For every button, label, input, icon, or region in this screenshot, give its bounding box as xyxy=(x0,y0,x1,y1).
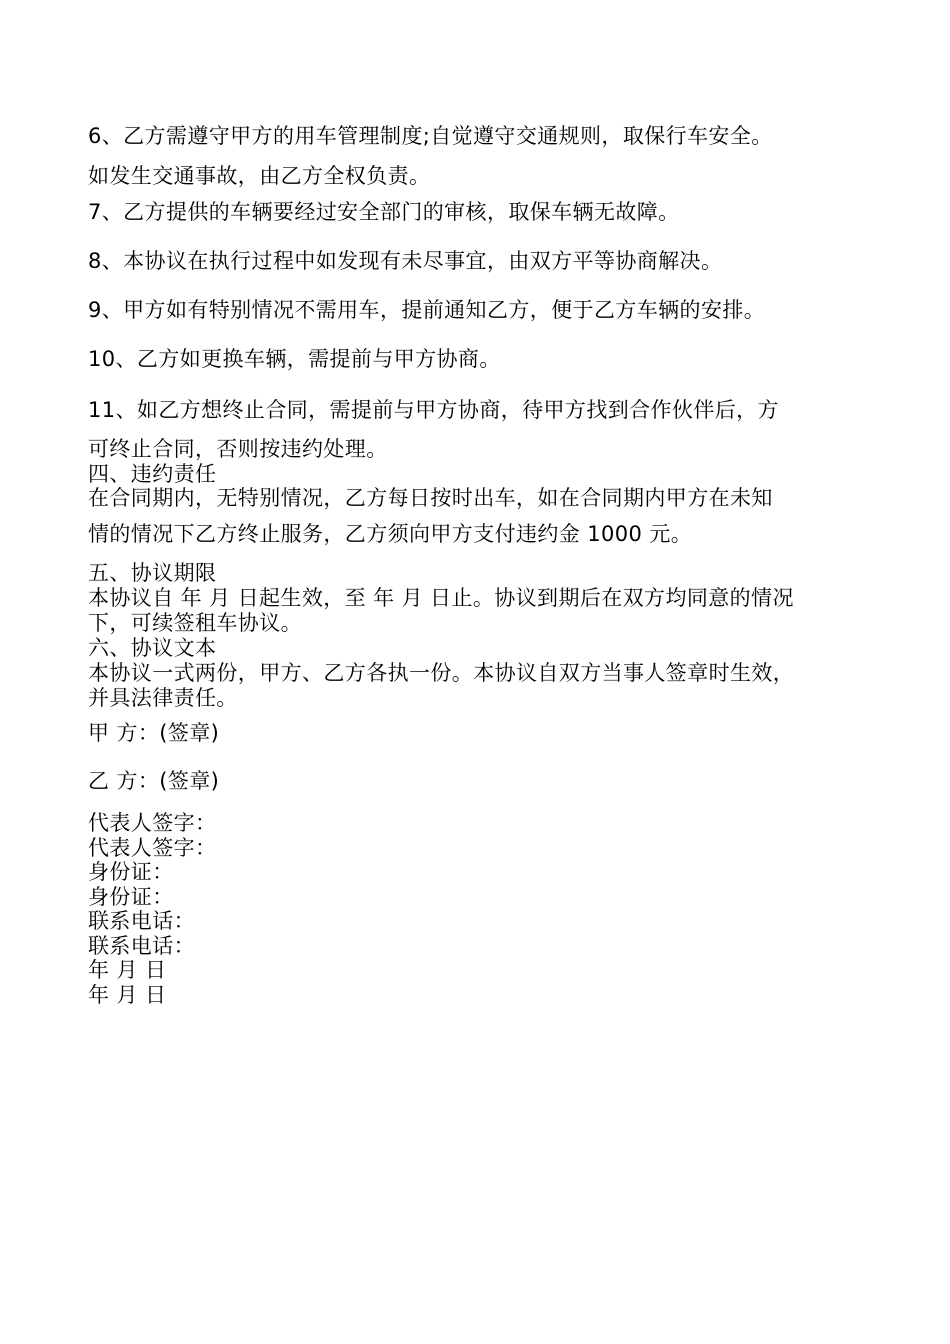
clause-7: 7、乙方提供的车辆要经过安全部门的审核，取保车辆无故障。 xyxy=(88,200,680,224)
section-5-heading: 五、协议期限 xyxy=(88,561,217,585)
section-5-line-1: 本协议自 年 月 日起生效，至 年 月 日止。协议到期后在双方均同意的情况 xyxy=(88,586,794,610)
clause-8: 8、本协议在执行过程中如发现有未尽事宜，由双方平等协商解决。 xyxy=(88,249,723,273)
date-a: 年 月 日 xyxy=(88,958,167,982)
clause-11-line-2: 可终止合同，否则按违约处理。 xyxy=(88,437,388,461)
section-4-line-1: 在合同期内，无特别情况，乙方每日按时出车，如在合同期内甲方在未知 xyxy=(88,486,773,510)
section-6-line-1: 本协议一式两份，甲方、乙方各执一份。本协议自双方当事人签章时生效， xyxy=(88,661,795,685)
party-a-seal: 甲 方：(签章) xyxy=(88,721,220,745)
clause-11-line-1: 11、如乙方想终止合同，需提前与甲方协商，待甲方找到合作伙伴后，方 xyxy=(88,398,779,422)
id-card-a: 身份证： xyxy=(88,860,174,884)
section-6-heading: 六、协议文本 xyxy=(88,636,217,660)
clause-6-line-2: 如发生交通事故，由乙方全权负责。 xyxy=(88,164,431,188)
party-b-seal: 乙 方：(签章) xyxy=(88,769,220,793)
section-4-heading: 四、违约责任 xyxy=(88,462,217,486)
phone-a: 联系电话： xyxy=(88,909,195,933)
representative-signature-a: 代表人签字： xyxy=(88,811,217,835)
section-4-line-2: 情的情况下乙方终止服务，乙方须向甲方支付违约金 1000 元。 xyxy=(88,522,693,546)
section-5-line-2: 下，可续签租车协议。 xyxy=(88,611,302,635)
clause-9: 9、甲方如有特别情况不需用车，提前通知乙方，便于乙方车辆的安排。 xyxy=(88,298,766,322)
clause-6-line-1: 6、乙方需遵守甲方的用车管理制度;自觉遵守交通规则，取保行车安全。 xyxy=(88,124,773,148)
phone-b: 联系电话： xyxy=(88,934,195,958)
section-6-line-2: 并具法律责任。 xyxy=(88,686,238,710)
representative-signature-b: 代表人签字： xyxy=(88,836,217,860)
id-card-b: 身份证： xyxy=(88,885,174,909)
date-b: 年 月 日 xyxy=(88,983,167,1007)
clause-10: 10、乙方如更换车辆，需提前与甲方协商。 xyxy=(88,347,501,371)
